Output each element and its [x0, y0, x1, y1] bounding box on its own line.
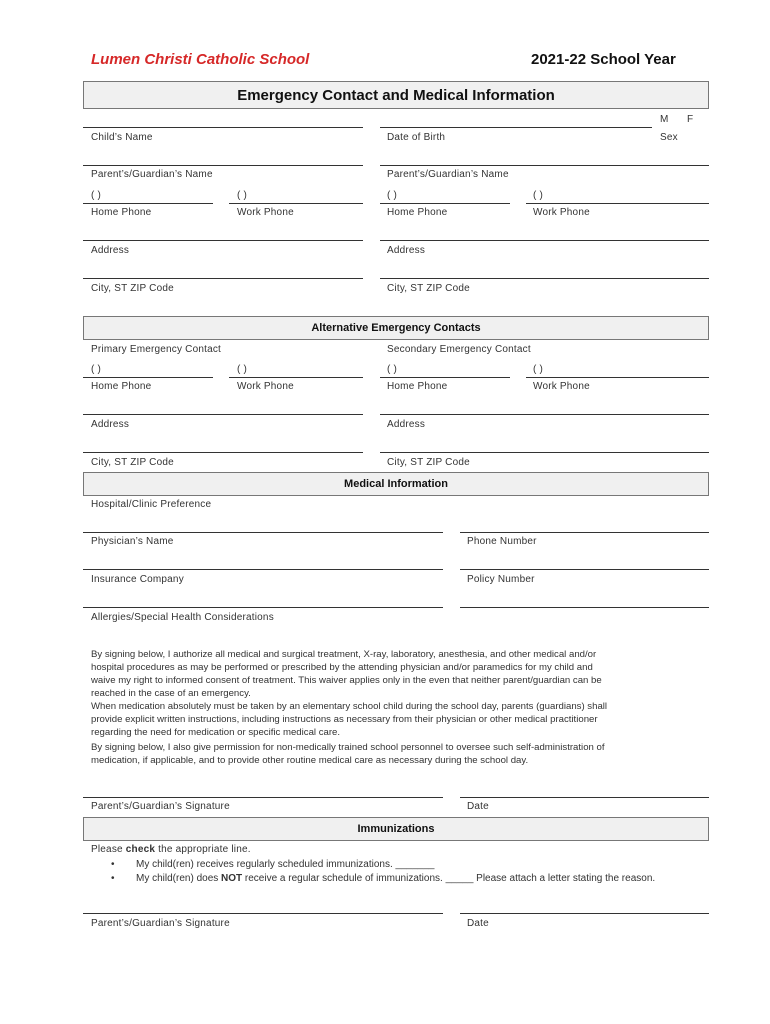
primary-work-phone-line[interactable] — [229, 377, 363, 378]
consent-line-9: medication, if applicable, and to provide other routine medical care as necessary during the school day. — [91, 755, 529, 766]
guardian2-home-phone-line[interactable] — [380, 203, 510, 204]
secondary-work-phone-blank: ( ) — [533, 364, 544, 375]
guardian1-address-line[interactable] — [83, 240, 363, 241]
consent-line-6: provide explicit written instructions, including instructions as necessary from their physician or other medical practitioner — [91, 714, 598, 725]
immunization-option-not-receive[interactable] — [108, 872, 655, 886]
immunization-signature-label: Parent’s/Guardian’s Signature — [91, 918, 230, 929]
secondary-home-phone-label: Home Phone — [387, 381, 448, 392]
hospital-line-right[interactable] — [460, 532, 709, 533]
guardian2-home-phone-label: Home Phone — [387, 207, 448, 218]
childs-name-line[interactable] — [83, 127, 363, 128]
secondary-city-label: City, ST ZIP Code — [387, 457, 470, 468]
primary-work-phone-label: Work Phone — [237, 381, 294, 392]
secondary-contact-label: Secondary Emergency Contact — [387, 344, 531, 355]
primary-address-line[interactable] — [83, 414, 363, 415]
guardian1-work-phone-blank: ( ) — [237, 190, 248, 201]
consent-line-7: regarding the need for medication or specific medical care. — [91, 727, 341, 738]
secondary-work-phone-label: Work Phone — [533, 381, 590, 392]
consent-line-8: By signing below, I also give permission for non-medically trained school personnel to oversee such self-administration of — [91, 742, 605, 753]
primary-city-label: City, ST ZIP Code — [91, 457, 174, 468]
medical-signature-line[interactable] — [83, 797, 443, 798]
guardian2-work-phone-blank: ( ) — [533, 190, 544, 201]
guardian1-name-line[interactable] — [83, 165, 363, 166]
physician-label: Physician’s Name — [91, 536, 174, 547]
option-1-text: My child(ren) receives regularly scheduled immunizations. _______ — [136, 859, 435, 870]
guardian2-city-line[interactable] — [380, 278, 709, 279]
medical-info-title: Medical Information — [83, 472, 709, 496]
guardian1-home-phone-blank: ( ) — [91, 190, 102, 201]
physician-phone-line[interactable] — [460, 569, 709, 570]
dob-line[interactable] — [380, 127, 652, 128]
primary-home-phone-blank: ( ) — [91, 364, 102, 375]
school-year: 2021-22 School Year — [531, 51, 676, 68]
sex-f-option[interactable]: F — [687, 114, 694, 125]
guardian1-home-phone-label: Home Phone — [91, 207, 152, 218]
physician-line[interactable] — [83, 569, 443, 570]
immunizations-title: Immunizations — [83, 817, 709, 841]
guardian1-address-label: Address — [91, 245, 130, 256]
guardian1-city-label: City, ST ZIP Code — [91, 283, 174, 294]
primary-contact-label: Primary Emergency Contact — [91, 344, 222, 355]
immunization-options — [108, 858, 655, 886]
sex-label: Sex — [660, 132, 678, 143]
alt-contacts-title: Alternative Emergency Contacts — [83, 316, 709, 340]
medical-signature-label: Parent’s/Guardian’s Signature — [91, 801, 230, 812]
secondary-address-label: Address — [387, 419, 426, 430]
guardian2-home-phone-blank: ( ) — [387, 190, 398, 201]
consent-line-2: hospital procedures as may be performed or prescribed by the attending physician and/or paramedics for my child and — [91, 662, 593, 673]
bullet-icon: • — [111, 859, 115, 870]
consent-line-3: waive my right to informed consent of treatment. This waiver applies only in the even that neither parent/guardian can be — [91, 675, 602, 686]
allergies-label: Allergies/Special Health Considerations — [91, 612, 274, 623]
instruction-prefix: Please — [91, 844, 126, 855]
guardian2-work-phone-label: Work Phone — [533, 207, 590, 218]
guardian2-city-label: City, ST ZIP Code — [387, 283, 470, 294]
instruction-suffix: the appropriate line. — [155, 844, 251, 855]
consent-line-4: reached in the case of an emergency. — [91, 688, 251, 699]
immunization-date-line[interactable] — [460, 913, 709, 914]
option-2-prefix: My child(ren) does — [136, 873, 222, 884]
option-2-suffix: receive a regular schedule of immunizations. _____ Please attach a letter stating the reason. — [242, 873, 656, 884]
form-title: Emergency Contact and Medical Information — [83, 81, 709, 109]
insurance-line[interactable] — [83, 607, 443, 608]
policy-label: Policy Number — [467, 574, 535, 585]
guardian1-work-phone-line[interactable] — [229, 203, 363, 204]
insurance-label: Insurance Company — [91, 574, 184, 585]
guardian2-work-phone-line[interactable] — [526, 203, 709, 204]
guardian1-work-phone-label: Work Phone — [237, 207, 294, 218]
secondary-work-phone-line[interactable] — [526, 377, 709, 378]
hospital-line[interactable] — [83, 532, 443, 533]
guardian1-name-label: Parent’s/Guardian’s Name — [91, 169, 213, 180]
option-2-bold: NOT — [221, 873, 243, 884]
primary-address-label: Address — [91, 419, 130, 430]
bullet-icon: • — [111, 873, 115, 884]
immunization-signature-line[interactable] — [83, 913, 443, 914]
policy-line[interactable] — [460, 607, 709, 608]
consent-line-5: When medication absolutely must be taken by an elementary school child during the school day, parents (guardians) shall — [91, 701, 608, 712]
hospital-label: Hospital/Clinic Preference — [91, 499, 212, 510]
secondary-home-phone-blank: ( ) — [387, 364, 398, 375]
guardian1-home-phone-line[interactable] — [83, 203, 213, 204]
physician-phone-label: Phone Number — [467, 536, 537, 547]
sex-m-option[interactable]: M — [660, 114, 669, 125]
secondary-city-line[interactable] — [380, 452, 709, 453]
medical-date-label: Date — [467, 801, 489, 812]
immunization-date-label: Date — [467, 918, 489, 929]
guardian2-address-line[interactable] — [380, 240, 709, 241]
guardian2-name-label: Parent’s/Guardian’s Name — [387, 169, 509, 180]
secondary-home-phone-line[interactable] — [380, 377, 510, 378]
guardian1-city-line[interactable] — [83, 278, 363, 279]
school-name: Lumen Christi Catholic School — [91, 51, 310, 68]
instruction-bold: check — [125, 844, 156, 855]
primary-city-line[interactable] — [83, 452, 363, 453]
guardian2-name-line[interactable] — [380, 165, 709, 166]
medical-date-line[interactable] — [460, 797, 709, 798]
dob-label: Date of Birth — [387, 132, 446, 143]
immunizations-instruction — [91, 844, 251, 855]
primary-home-phone-label: Home Phone — [91, 381, 152, 392]
primary-work-phone-blank: ( ) — [237, 364, 248, 375]
guardian2-address-label: Address — [387, 245, 426, 256]
childs-name-label: Child’s Name — [91, 132, 153, 143]
immunization-option-receives[interactable] — [108, 858, 655, 872]
secondary-address-line[interactable] — [380, 414, 709, 415]
primary-home-phone-line[interactable] — [83, 377, 213, 378]
consent-line-1: By signing below, I authorize all medical and surgical treatment, X-ray, laboratory, anesthesia, and other medical and/or — [91, 649, 597, 660]
